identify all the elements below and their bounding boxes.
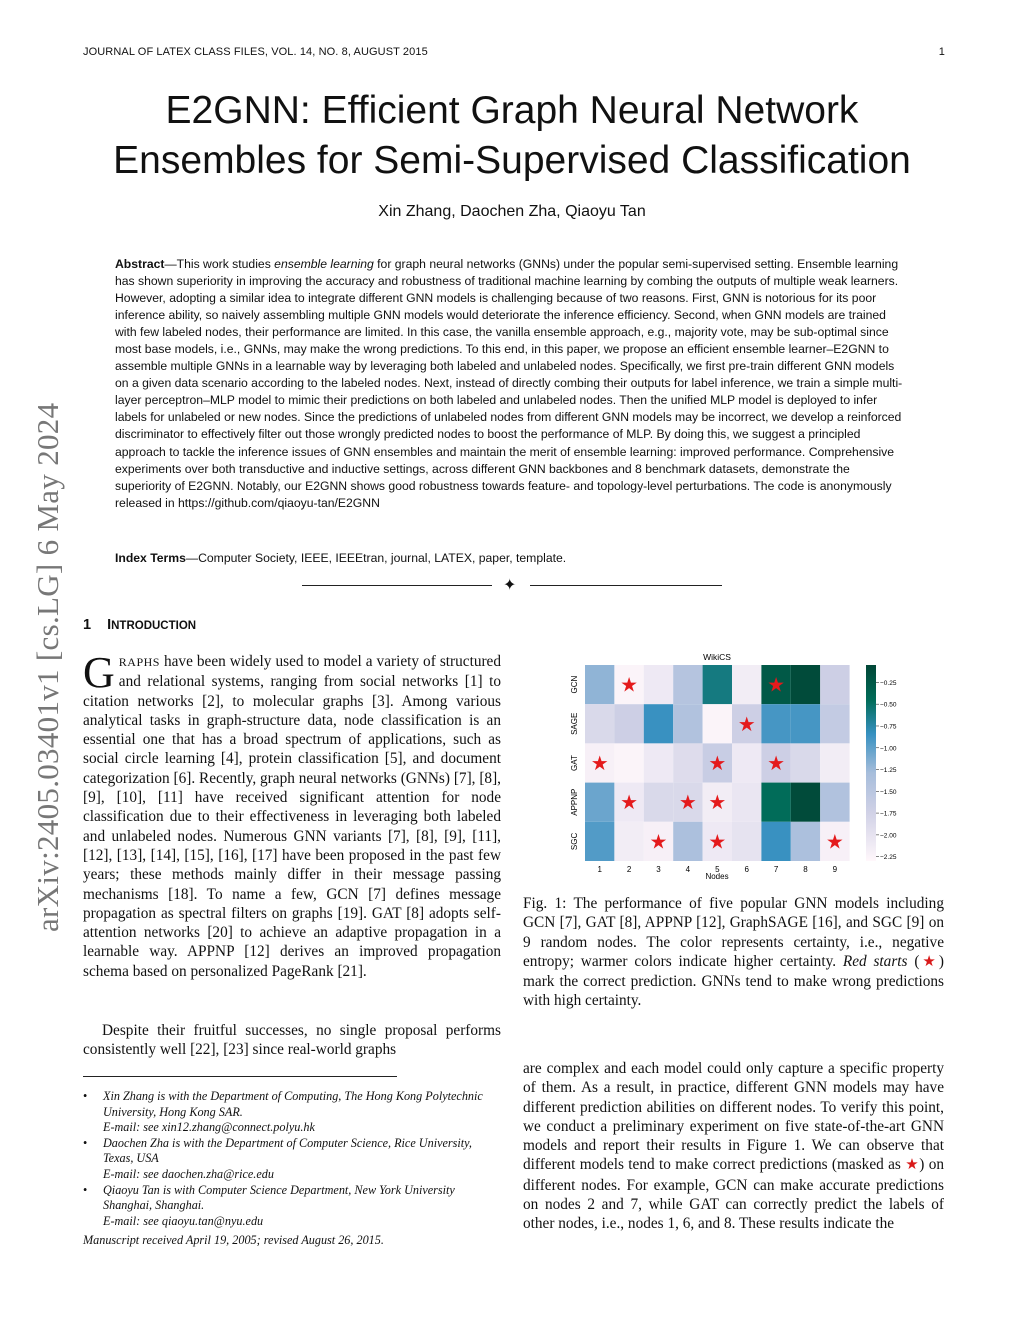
x-tick-label: 7 [773, 865, 779, 874]
caption-text-end: ) mark the correct prediction. GNNs tend to make wrong predictions with high certainty. [523, 952, 944, 1010]
journal-title: JOURNAL OF LATEX CLASS FILES, VOL. 14, NO. 8, AUGUST 2015 [83, 46, 428, 58]
x-tick-label: 9 [832, 865, 838, 874]
y-tick-label: SGC [570, 832, 579, 851]
footnote-item [83, 1089, 503, 1136]
heatmap-cell [614, 743, 643, 782]
correct-star-icon: ★ [825, 829, 844, 854]
colorbar-tick-label: −2.25 [880, 854, 897, 862]
y-tick-label: GCN [570, 675, 579, 694]
x-tick-label: 3 [656, 865, 661, 874]
intro-paragraph-3 [523, 1059, 944, 1234]
caption-label: Fig. 1: [523, 895, 574, 912]
index-terms [115, 551, 907, 565]
x-tick-label: 5 [715, 865, 720, 874]
colorbar-tick-label: −0.75 [880, 723, 897, 731]
intro-paragraph-2: Despite their fruitful successes, no single proposal performs consistently well [22], [23] since real-world graphs [83, 1022, 501, 1059]
heatmap-cell [614, 822, 643, 861]
section-title-rest: NTRODUCTION [111, 620, 197, 632]
footnote-email: E-mail: see xin12.zhang@connect.polyu.hk [103, 1120, 315, 1135]
abstract-emphasis: ensemble learning [274, 257, 374, 271]
footnote-item [83, 1183, 503, 1230]
caption-paren: ( [907, 952, 920, 970]
correct-star-icon: ★ [767, 751, 786, 775]
x-axis-label: Nodes [705, 872, 729, 881]
section-number: 1 [83, 617, 92, 633]
footnote-rule [83, 1076, 397, 1077]
divider-left [302, 585, 492, 586]
figure-caption [523, 894, 944, 1011]
x-tick-label: 4 [685, 865, 691, 874]
correct-star-icon: ★ [708, 829, 727, 854]
heatmap-cell [673, 704, 702, 743]
divider-right [530, 585, 722, 586]
manuscript-note: Manuscript received April 19, 2005; revised August 26, 2015. [83, 1233, 384, 1247]
footnote-affiliation: Qiaoyu Tan is with Computer Science Department, New York University Shanghai, Shanghai. [103, 1182, 455, 1213]
title-line-1: E2GNN: Efficient Graph Neural Network [165, 89, 859, 132]
correct-star-icon: ★ [590, 751, 609, 775]
heatmap-cell [761, 822, 790, 861]
colorbar-tick-label: −1.00 [880, 745, 897, 753]
colorbar-tick-label: −2.00 [880, 832, 897, 840]
heatmap-cell [703, 665, 732, 704]
heatmap-cell [791, 822, 820, 861]
heatmap-cell [732, 822, 761, 861]
abstract-text-rest: for graph neural networks (GNNs) under the popular semi-supervised setting. Ensemble learning has shown superiority in improving the accuracy and robustness of traditional machine learning by combing the outputs of multiple weak learners. However, adopting a similar idea to integrate different GNN models is challenging because of two reasons. First, GNN is notorious for its poor inference ability, so naively assembling multiple GNN models would deteriorate the inference efficiency. Second, when GNN models are trained with few labeled nodes, their performance are limited. In this case, the vanilla ensemble approach, e.g., majority vote, may be sub-optimal since most base models, i.e., GNNs, may make the wrong predictions. To this end, in this paper, we propose an efficient ensemble learner–E2GNN to assemble multiple GNNs in a learnable way by leveraging both labeled and unlabeled nodes. Specifically, we first pre-train different GNN models on a given data scenario according to the labeled nodes. Next, instead of directly combing their outputs for label inference, we train a simple multi-layer perceptron–MLP model to mimic their predictions on both labeled and unlabeled nodes. Then the unified MLP model is deployed to infer labels for unlabeled or new nodes. Since the predictions of unlabeled nodes from different GNN models may be incorrect, we develop a reinforced discriminator to effectively filter out those wrongly predicted nodes to boost the performance of MLP. By doing this, we suggest a principled approach to tackle the inference issues of GNN ensembles and maintain the merit of ensemble learning: improved performance. Comprehensive experiments over both transductive and inductive settings, across different GNN backbones and 8 benchmark datasets, demonstrate the superiority of E2GNN. Notably, our E2GNN shows good robustness towards feature- and topology-level perturbations. The code is anonymously released in https://github.com/qiaoyu-tan/E2GNN [115, 257, 903, 510]
correct-star-icon: ★ [620, 790, 639, 815]
x-tick-label: 1 [597, 865, 602, 874]
correct-star-icon: ★ [649, 829, 668, 854]
correct-star-icon: ★ [708, 790, 727, 815]
y-tick-labels [570, 675, 579, 850]
heatmap-cell [644, 704, 673, 743]
running-header [83, 46, 945, 58]
footnote-email: E-mail: see daochen.zha@rice.edu [103, 1166, 274, 1181]
intro-paragraph-1 [83, 648, 501, 981]
arxiv-stamp: arXiv:2405.03401v1 [cs.LG] 6 May 2024 [30, 402, 65, 932]
heatmap-cell [761, 783, 790, 822]
colorbar-tick-label: −1.25 [880, 767, 897, 775]
bullet-icon: • [83, 1182, 88, 1197]
star-icon: ★ [905, 1157, 920, 1174]
heatmap-cell [732, 743, 761, 782]
correct-star-icon: ★ [767, 672, 786, 697]
heatmap-cell [820, 704, 849, 743]
heatmap-cell [761, 704, 790, 743]
correct-star-icon: ★ [708, 751, 727, 775]
footnote-item [83, 1136, 503, 1183]
heatmap-cell [820, 783, 849, 822]
chart-title: WikiCS [703, 652, 731, 662]
index-terms-label: Index Terms [115, 551, 186, 565]
caption-text: The performance of five popular GNN models including GCN [7], GAT [8], APPNP [12], GraphSAGE [16], and SGC [9] on 9 random nodes. The color represents certainty, i.e., negative entropy; warmer colors indicate higher certainty. [523, 895, 944, 970]
heatmap-cell [614, 704, 643, 743]
footnotes [83, 1089, 503, 1229]
title-line-2: Ensembles for Semi-Supervised Classification [113, 139, 911, 182]
section-heading [83, 617, 196, 633]
bullet-icon: • [83, 1089, 88, 1103]
heatmap-cell [644, 783, 673, 822]
heatmap-cell [791, 665, 820, 704]
first-word-smallcaps: RAPHS [118, 655, 160, 669]
heatmap-cell [820, 665, 849, 704]
heatmap-cell [673, 665, 702, 704]
y-tick-label: SAGE [570, 712, 579, 735]
heatmap-cell [644, 743, 673, 782]
abstract-text-start: —This work studies [164, 257, 275, 271]
dropcap: G [83, 648, 115, 697]
intro-paragraph-1-text: have been widely used to model a variety of structured and relational systems, ranging from social networks [1] to citation networks [2], to molecular graphs [3]. Among various analytical tasks in graph-structure data, node classification is an essential one that has a broad spectrum of applications, such as social circle learning [4], protein classification [5], and document categorization [6]. Recently, graph neural networks (GNNs) [7], [8], [9], [10], [11] have received significant attention for node classification due to their effectiveness in leveraging both labeled and unlabeled nodes. Numerous GNN variants [7], [8], [9], [11], [12], [13], [14], [15], [16], [17] have been proposed in the past few years; these methods mainly differ in their message passing mechanisms [18]. To name a few, GCN [7] defines message propagation as spectral filters on graphs [19]. GAT [8] adopts self-attention networks [20] to achieve an adaptive propagation in a learnable way. APPNP [12] derives an improved propagation schema based on personalized PageRank [21]. [83, 653, 501, 980]
footnote-affiliation: Daochen Zha is with the Department of Computer Science, Rice University, Texas, USA [103, 1135, 472, 1166]
heatmap-cell [820, 743, 849, 782]
divider-ornament-icon: ✦ [503, 577, 517, 594]
correct-star-icon: ★ [678, 790, 697, 815]
colorbar-tick-label: −0.50 [880, 701, 897, 709]
paper-title [60, 86, 964, 186]
colorbar [866, 665, 876, 861]
heatmap-cell [703, 704, 732, 743]
bullet-icon: • [83, 1135, 88, 1150]
heatmap-cell [732, 665, 761, 704]
intro-paragraph-3-text: are complex and each model could only capture a specific property of them. As a result, in practice, different GNN models may have different prediction abilities on different nodes. To verify this point, we conduct a preliminary experiment on five state-of-the-art GNN models and report their results in Figure 1. We can observe that different models tend to make correct predictions (masked as [523, 1060, 944, 1174]
index-terms-text: —Computer Society, IEEE, IEEEtran, journal, LATEX, paper, template. [185, 551, 567, 565]
heatmap-cell [791, 743, 820, 782]
caption-emphasis: Red starts [842, 952, 908, 970]
abstract [115, 256, 907, 512]
colorbar-ticks [876, 680, 897, 861]
heatmap-cell [673, 822, 702, 861]
star-icon: ★ [919, 953, 939, 970]
heatmap-cell [585, 704, 614, 743]
abstract-label: Abstract [115, 257, 165, 271]
correct-star-icon: ★ [620, 672, 639, 697]
correct-star-icon: ★ [737, 711, 756, 736]
heatmap-cell [732, 783, 761, 822]
heatmap-cell [585, 665, 614, 704]
heatmap-cell [673, 743, 702, 782]
intro-paragraph-3-text-end: ) on different nodes. For example, GCN can make accurate predictions on nodes 2 and 7, while GAT can correctly predict the labels of other nodes, i.e., nodes 1, 6, and 8. These results indicate the [523, 1156, 944, 1233]
author-list: Xin Zhang, Daochen Zha, Qiaoyu Tan [378, 203, 646, 220]
heatmap-cell [791, 783, 820, 822]
x-tick-label: 6 [744, 865, 749, 874]
y-tick-label: GAT [570, 755, 579, 771]
y-tick-label: APPNP [570, 788, 579, 816]
heatmap-cell [585, 822, 614, 861]
footnote-affiliation: Xin Zhang is with the Department of Computing, The Hong Kong Polytechnic University, Hong Kong SAR. [103, 1089, 483, 1119]
x-tick-label: 8 [803, 865, 808, 874]
footnote-email: E-mail: see qiaoyu.tan@nyu.edu [103, 1213, 264, 1228]
colorbar-tick-label: −1.50 [880, 788, 897, 796]
heatmap-cell [644, 665, 673, 704]
heatmap-cell [791, 704, 820, 743]
heatmap-cell [585, 783, 614, 822]
heatmap-figure [560, 648, 908, 888]
x-tick-label: 2 [626, 865, 632, 874]
page-number: 1 [938, 46, 945, 58]
section-title-initial: I [107, 617, 112, 633]
colorbar-tick-label: −1.75 [880, 810, 897, 818]
colorbar-tick-label: −0.25 [880, 679, 897, 687]
